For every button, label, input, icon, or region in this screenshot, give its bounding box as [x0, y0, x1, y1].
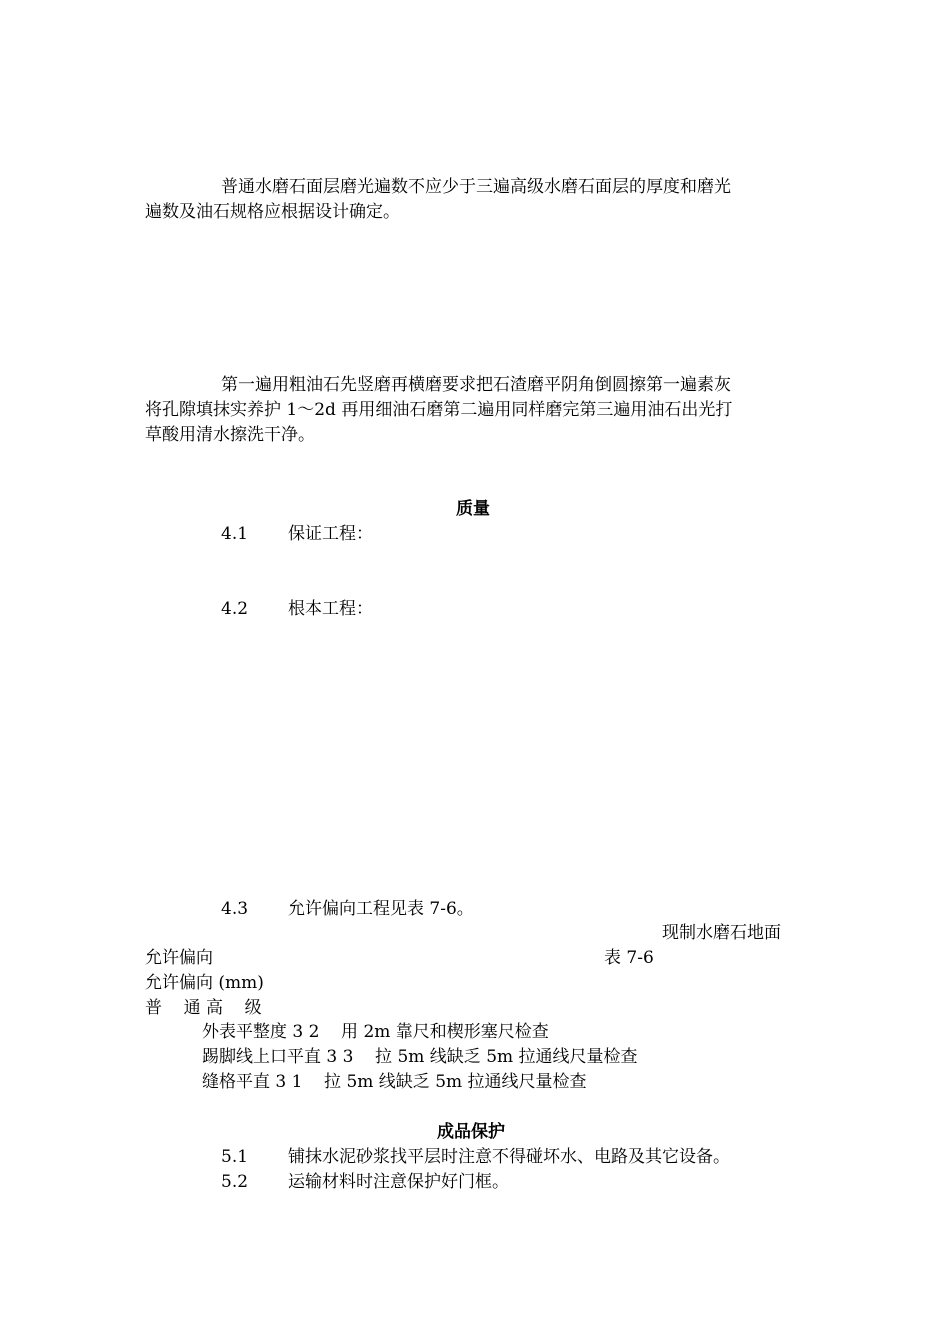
quality-item3-num: 4.3 [221, 899, 249, 919]
para1-line1: 普通水磨石面层磨光遍数不应少于三遍高级水磨石面层的厚度和磨光 [221, 177, 731, 197]
quality-item1-text: 保证工程： [288, 524, 373, 544]
protection-item1-num: 5.1 [221, 1147, 249, 1167]
quality-item3-text: 允许偏向工程见表 7-6。 [288, 899, 474, 919]
table-caption-right: 现制水磨石地面 [662, 923, 781, 943]
protection-item2-num: 5.2 [221, 1172, 249, 1192]
table-caption-left: 允许偏向 [145, 948, 213, 968]
table-header: 普 通 高 级 [145, 998, 262, 1018]
quality-item2-num: 4.2 [221, 599, 249, 619]
para2-line3: 草酸用清水擦洗干净。 [145, 425, 315, 445]
para2-line2: 将孔隙填抹实养护 1～2d 再用细油石磨第二遍用同样磨完第三遍用油石出光打 [145, 400, 733, 420]
table-row: 踢脚线上口平直 3 3 拉 5m 线缺乏 5m 拉通线尺量检查 [202, 1047, 638, 1067]
protection-item1-text: 铺抹水泥砂浆找平层时注意不得碰坏水、电路及其它设备。 [288, 1147, 730, 1167]
para1-line2: 遍数及油石规格应根据设计确定。 [145, 202, 400, 222]
protection-item2-text: 运输材料时注意保护好门框。 [288, 1172, 509, 1192]
table-number: 表 7-6 [604, 948, 654, 968]
quality-item1-num: 4.1 [221, 524, 249, 544]
table-unit-label: 允许偏向 (mm) [145, 973, 264, 993]
quality-item2-text: 根本工程： [288, 599, 373, 619]
para2-line1: 第一遍用粗油石先竖磨再横磨要求把石渣磨平阴角倒圆擦第一遍素灰 [221, 375, 731, 395]
quality-heading: 质量 [456, 499, 490, 519]
protection-heading: 成品保护 [437, 1122, 505, 1142]
table-row: 外表平整度 3 2 用 2m 靠尺和楔形塞尺检查 [202, 1022, 549, 1042]
table-row: 缝格平直 3 1 拉 5m 线缺乏 5m 拉通线尺量检查 [202, 1072, 587, 1092]
